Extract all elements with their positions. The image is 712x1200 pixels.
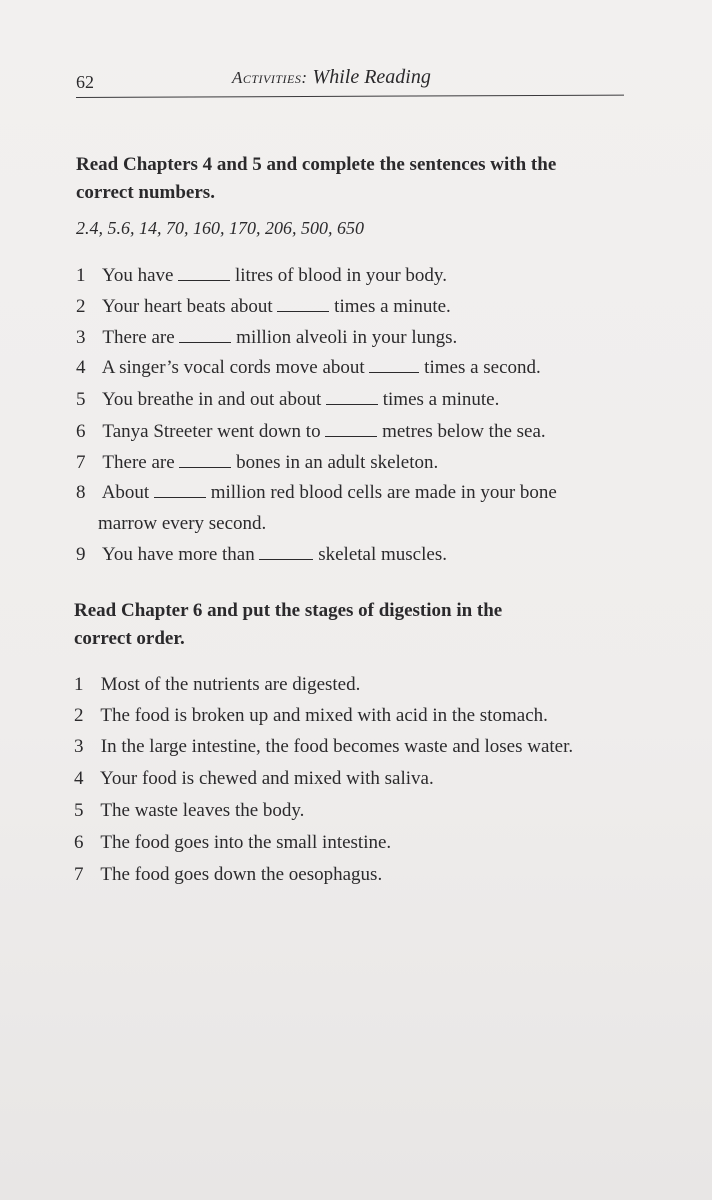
- item-text-before: You have more than: [102, 544, 255, 565]
- answer-blank[interactable]: [326, 390, 378, 405]
- item-text-before: There are: [102, 452, 175, 473]
- activity1-instruction: [76, 151, 556, 207]
- item-text-after: skeletal muscles.: [318, 544, 447, 565]
- stage-number: 3: [74, 736, 84, 757]
- item-number: 2: [76, 296, 86, 317]
- item-text-before: You have: [102, 265, 174, 286]
- answer-blank[interactable]: [325, 422, 377, 437]
- item-text-before: There are: [102, 327, 175, 348]
- page-number: 62: [76, 72, 94, 92]
- number-bank: 2.4, 5.6, 14, 70, 160, 170, 206, 500, 650: [76, 218, 364, 238]
- item-text-after: metres below the sea.: [382, 421, 546, 442]
- answer-blank[interactable]: [154, 483, 206, 498]
- activity2-instruction: [74, 597, 502, 653]
- sentence-item: [76, 296, 451, 318]
- item-text-after: bones in an adult skeleton.: [236, 452, 439, 473]
- item-text-before: About: [101, 482, 150, 503]
- sentence-continuation: marrow every second.: [98, 513, 267, 534]
- sentence-item: [76, 452, 438, 474]
- sentence-item: [76, 389, 499, 411]
- digestion-stage: [74, 864, 382, 886]
- stage-text: The waste leaves the body.: [100, 800, 305, 821]
- stage-text: In the large intestine, the food becomes waste and loses water.: [100, 736, 574, 757]
- item-number: 8: [76, 482, 86, 503]
- sentence-item: [76, 421, 546, 443]
- item-text-before: Tanya Streeter went down to: [102, 421, 321, 442]
- answer-blank[interactable]: [259, 545, 313, 560]
- item-number: 3: [76, 327, 86, 348]
- digestion-stage: [74, 832, 391, 854]
- stage-number: 4: [74, 768, 84, 789]
- item-number: 5: [76, 389, 86, 410]
- item-number: 6: [76, 421, 86, 442]
- answer-blank[interactable]: [369, 358, 419, 373]
- sentence-item: [76, 265, 447, 287]
- item-text-after: times a minute.: [382, 389, 500, 410]
- item-number: 9: [76, 544, 86, 565]
- activity1-instruction-line1: Read Chapters 4 and 5 and complete the sentences with the: [76, 154, 557, 175]
- header-rule: [76, 95, 624, 98]
- item-text-before: A singer’s vocal cords move about: [101, 357, 365, 378]
- stage-number: 2: [74, 705, 84, 726]
- activity1-instruction-line2: correct numbers.: [76, 182, 215, 203]
- item-text-after: million red blood cells are made in your bone: [210, 482, 557, 503]
- digestion-stage: [74, 705, 548, 727]
- item-number: 4: [76, 357, 86, 378]
- stage-text: The food goes into the small intestine.: [100, 832, 392, 853]
- sentence-item: [76, 482, 557, 504]
- digestion-stage: [74, 768, 434, 790]
- item-text-before: Your heart beats about: [102, 296, 273, 317]
- running-header-prefix: Activities:: [232, 68, 308, 87]
- item-text-after: times a minute.: [334, 296, 451, 317]
- answer-blank[interactable]: [277, 297, 329, 312]
- running-header: [232, 66, 431, 89]
- stage-number: 5: [74, 800, 84, 821]
- item-text-after: times a second.: [424, 357, 541, 378]
- stage-number: 1: [74, 674, 84, 695]
- item-text-after: litres of blood in your body.: [234, 265, 447, 286]
- running-header-title: While Reading: [312, 66, 431, 88]
- stage-number: 7: [74, 864, 84, 885]
- stage-number: 6: [74, 832, 84, 853]
- digestion-stage: [74, 800, 304, 822]
- answer-blank[interactable]: [179, 328, 231, 343]
- digestion-stage: [74, 674, 360, 696]
- stage-text: Most of the nutrients are digested.: [100, 674, 361, 695]
- answer-blank[interactable]: [178, 266, 230, 281]
- stage-text: The food goes down the oesophagus.: [100, 864, 383, 885]
- sentence-item: [76, 357, 541, 379]
- item-text-after: million alveoli in your lungs.: [236, 327, 458, 348]
- item-text-before: You breathe in and out about: [102, 389, 322, 410]
- sentence-item: [76, 544, 447, 566]
- digestion-stage: [74, 736, 573, 758]
- sentence-item: [76, 327, 457, 349]
- answer-blank[interactable]: [179, 453, 231, 468]
- activity2-instruction-line2: correct order.: [74, 628, 185, 649]
- item-number: 1: [76, 265, 86, 286]
- item-number: 7: [76, 452, 86, 473]
- show-through-text: [80, 900, 84, 917]
- stage-text: The food is broken up and mixed with acid in the stomach.: [100, 705, 548, 726]
- activity2-instruction-line1: Read Chapter 6 and put the stages of digestion in the: [74, 600, 503, 621]
- stage-text: Your food is chewed and mixed with saliva.: [100, 768, 434, 789]
